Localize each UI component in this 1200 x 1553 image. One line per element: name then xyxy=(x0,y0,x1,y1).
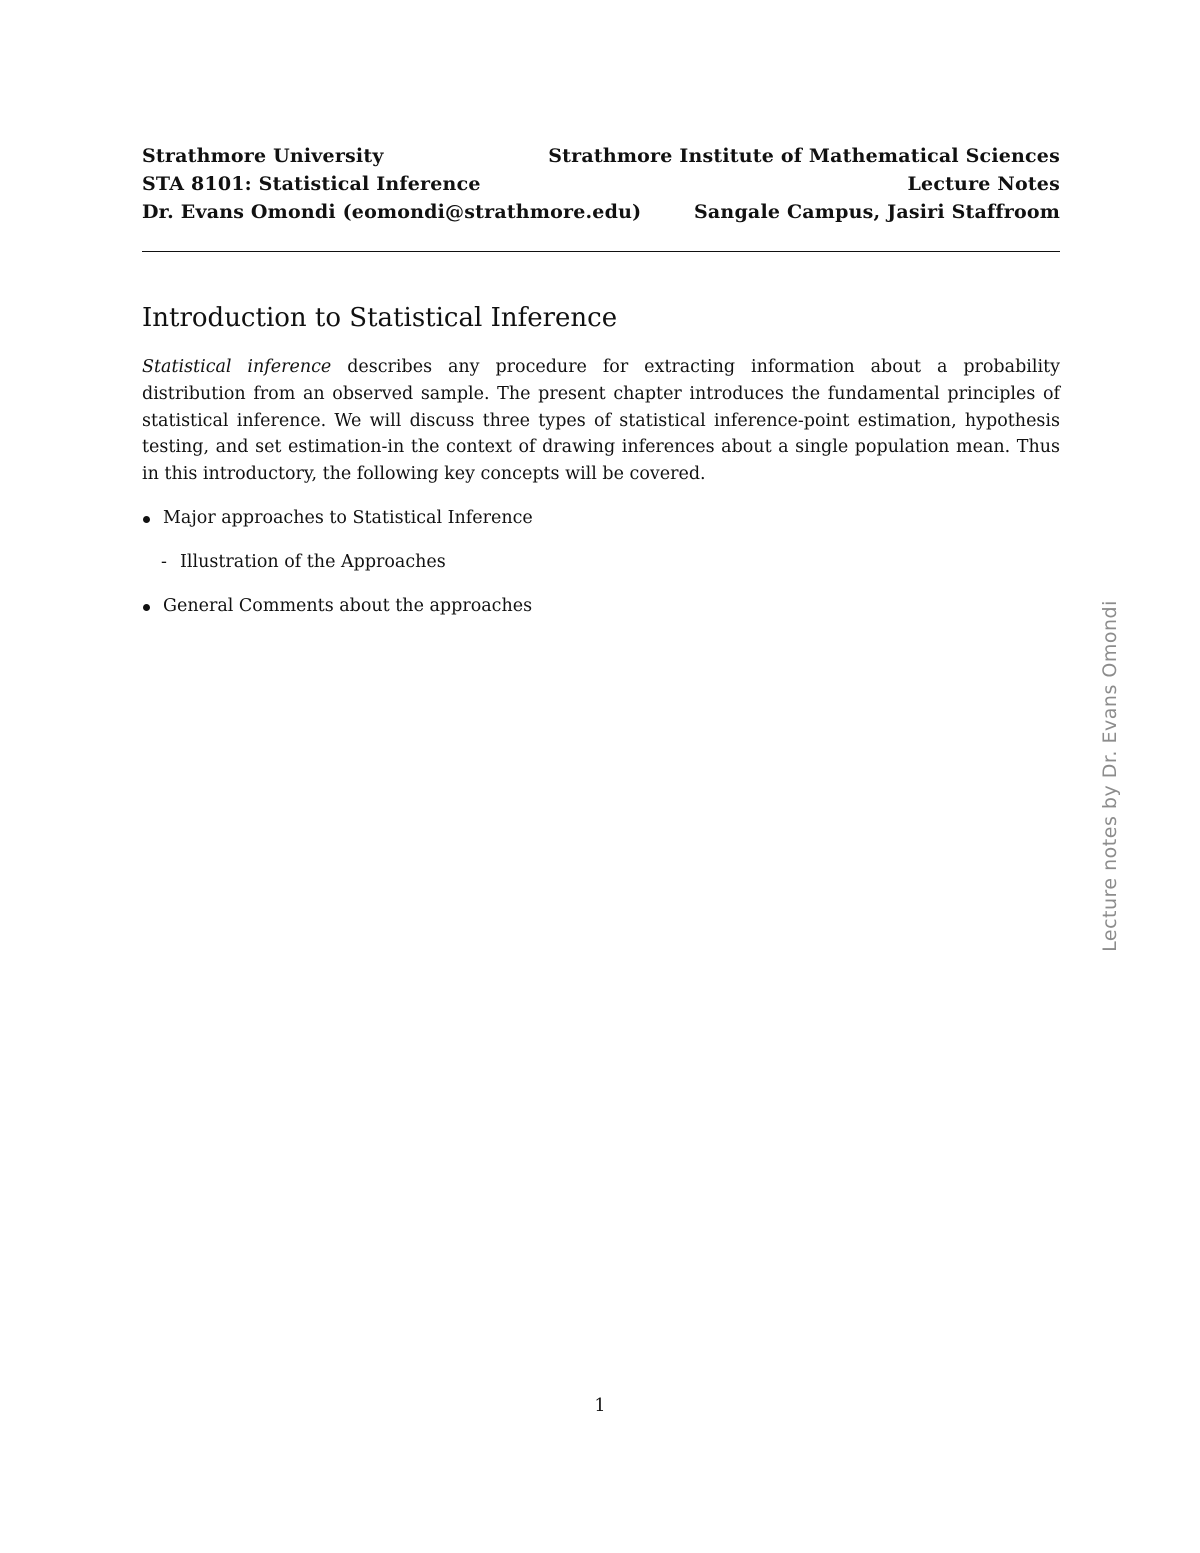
key-concepts-list xyxy=(142,504,1060,620)
header-row-1 xyxy=(142,142,1060,170)
list-item xyxy=(142,592,1060,620)
list-item xyxy=(142,504,1060,532)
list-item-label: General Comments about the approaches xyxy=(163,596,533,616)
author-watermark: Lecture notes by Dr. Evans Omondi xyxy=(1099,600,1121,952)
section-title: Introduction to Statistical Inference xyxy=(142,303,618,333)
dash-icon: - xyxy=(161,552,167,572)
bullet-icon xyxy=(143,604,150,611)
page-number: 1 xyxy=(594,1396,606,1416)
intro-text: describes any procedure for extracting information about a probability distribution from an observed sample. The present chapter introduces the fundamental principles of statistical inference. We will discuss three types of statistical inference-point estimation, hypothesis testing, and set estimation-in the context of drawing inferences about a single population mean. Thus in this introductory, the following key concepts will be covered. xyxy=(142,357,1060,485)
document-type: Lecture Notes xyxy=(907,173,1060,195)
sub-list-item-label: Illustration of the Approaches xyxy=(180,552,446,572)
institute-name: Strathmore Institute of Mathematical Sciences xyxy=(548,145,1060,167)
course-title: STA 8101: Statistical Inference xyxy=(142,173,481,195)
lecturer-contact: Dr. Evans Omondi (eomondi@strathmore.edu) xyxy=(142,201,642,223)
university-name: Strathmore University xyxy=(142,145,384,167)
intro-italic-term: Statistical inference xyxy=(142,357,332,377)
list-item-label: Major approaches to Statistical Inference xyxy=(163,508,533,528)
header-row-3 xyxy=(142,198,1060,226)
sub-list-item xyxy=(142,548,1060,576)
bullet-icon xyxy=(143,516,150,523)
document-header xyxy=(142,142,1060,226)
header-divider xyxy=(142,251,1060,252)
intro-paragraph xyxy=(142,354,1060,488)
campus-location: Sangale Campus, Jasiri Staffroom xyxy=(694,201,1060,223)
header-row-2 xyxy=(142,170,1060,198)
